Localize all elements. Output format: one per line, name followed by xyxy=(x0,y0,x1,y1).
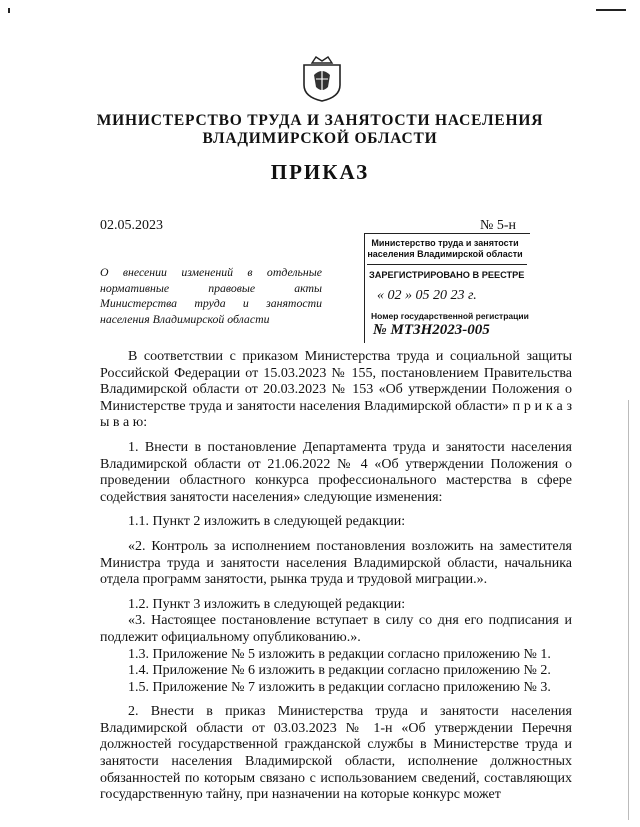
subject-line: О внесении изменений в отдельные xyxy=(100,265,322,279)
subject-line: Министерства труда и занятости xyxy=(100,296,322,310)
paragraph-item-2: 2. Внести в приказ Министерства труда и занятости населения Владимирской области от 03.03.2023 № 1-н «Об утверждении Перечня должностей государственной гражданской службы в Министерстве труда и занятости населения Владимирской области, исполнение должностных обязанностей по которым связано с использованием сведений, составляющих государственную тайну, при назначении на которые конкурс может xyxy=(100,704,572,803)
stamp-reg-date: « 02 » 05 20 23 г. xyxy=(377,288,477,303)
order-body xyxy=(100,349,572,804)
paragraph-item-1-5: 1.5. Приложение № 7 изложить в редакции согласно приложению № 3. xyxy=(128,679,551,695)
subject-line: нормативные правовые акты xyxy=(100,280,322,295)
paragraph-item-1-1-quote: «2. Контроль за исполнением постановления возложить на заместителя Министра труда и занятости населения Владимирской области, начальника отдела программ занятости, рынка труда и трудовой миграции.». xyxy=(100,538,572,588)
order-subject xyxy=(100,265,322,327)
paragraph-item-1-2: 1.2. Пункт 3 изложить в следующей редакции: xyxy=(128,596,406,612)
stamp-reg-number-label: Номер государственной регистрации xyxy=(371,311,529,321)
scan-mark-top-right xyxy=(596,9,626,11)
document-type-title: ПРИКАЗ xyxy=(270,160,370,184)
registration-stamp xyxy=(364,233,530,343)
org-name-line2: ВЛАДИМИРСКОЙ ОБЛАСТИ xyxy=(202,130,438,147)
paragraph-item-1-1: 1.1. Пункт 2 изложить в следующей редакции: xyxy=(128,514,406,530)
stamp-registered-label: ЗАРЕГИСТРИРОВАНО В РЕЕСТРЕ xyxy=(369,270,525,280)
paragraph-item-1-3: 1.3. Приложение № 5 изложить в редакции согласно приложению № 1. xyxy=(128,646,551,662)
paragraph-item-1-2-quote: «3. Настоящее постановление вступает в силу со дня его подписания и подлежит официальному опубликованию.». xyxy=(100,613,572,645)
coat-of-arms-icon xyxy=(298,53,346,103)
paragraph-item-1-4: 1.4. Приложение № 6 изложить в редакции согласно приложению № 2. xyxy=(128,663,551,679)
org-name-line1: МИНИСТЕРСТВО ТРУДА И ЗАНЯТОСТИ НАСЕЛЕНИЯ xyxy=(96,112,544,129)
order-date: 02.05.2023 xyxy=(100,218,163,233)
stamp-divider xyxy=(367,264,527,265)
stamp-reg-number: № МТЗН2023-005 xyxy=(373,322,490,338)
subject-line: населения Владимирской области xyxy=(100,311,270,326)
paragraph-item-1: 1. Внести в постановление Департамента труда и занятости населения Владимирской области от 21.06.2022 № 4 «Об утверждении Положения о проведении областного конкурса профессионального мастерства в сфере содействия занятости населения» следующие изменения: xyxy=(100,439,572,505)
paragraph-preamble: В соответствии с приказом Министерства труда и социальной защиты Российской Федерации от 15.03.2023 № 155, постановлением Правительства Владимирской области от 20.03.2023 № 153 «Об утверждении Положения о Министерстве труда и занятости населения Владимирской области» п р и к а з ы в а ю: xyxy=(100,349,572,431)
stamp-org: Министерство труда и занятости населения Владимирской области xyxy=(367,238,523,259)
scan-mark-right xyxy=(628,400,629,820)
scan-mark-top-left xyxy=(8,8,10,13)
order-number: № 5-н xyxy=(480,218,517,233)
